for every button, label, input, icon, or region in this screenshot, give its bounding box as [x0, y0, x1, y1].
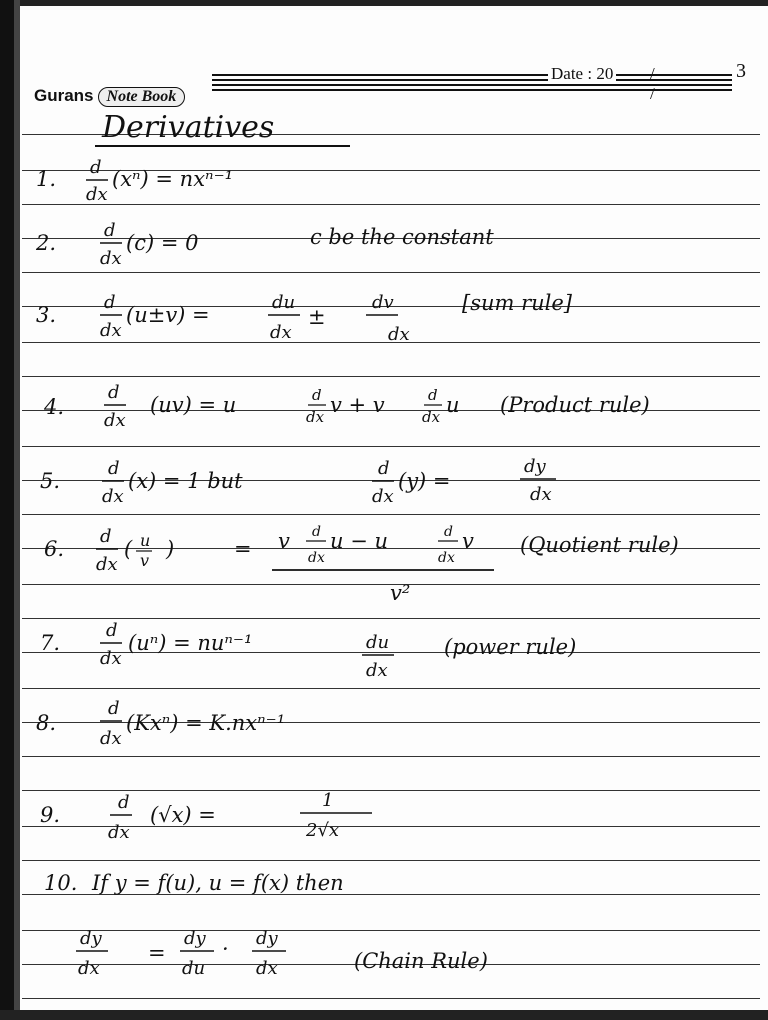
- svg-text:dx: dx: [438, 550, 455, 566]
- svg-text:dx: dx: [104, 410, 126, 431]
- svg-text:d: d: [428, 386, 438, 404]
- svg-text:dx: dx: [100, 648, 122, 669]
- svg-text:d: d: [106, 620, 118, 641]
- equation-1: [36, 157, 233, 205]
- svg-text:u − u: u − u: [330, 529, 388, 553]
- equation-5: [40, 456, 556, 507]
- svg-text:d: d: [90, 157, 102, 178]
- item-number: 5.: [40, 469, 61, 493]
- note-quotient-rule: (Quotient rule): [520, 533, 679, 557]
- svg-text:v: v: [140, 551, 150, 570]
- svg-text:(y) =: (y) =: [398, 469, 451, 493]
- note-product-rule: (Product rule): [500, 393, 650, 417]
- svg-text:dx: dx: [308, 550, 325, 566]
- date-label: Date : 20: [548, 64, 616, 84]
- item-number: 10.: [44, 871, 78, 895]
- svg-text:u: u: [446, 393, 460, 417]
- svg-text:(√x) =: (√x) =: [150, 803, 216, 827]
- svg-text:du: du: [366, 632, 390, 653]
- svg-text:d: d: [312, 524, 321, 540]
- item-number: 3.: [36, 303, 57, 327]
- svg-text:dx: dx: [366, 660, 388, 681]
- date-slashes: / /: [650, 64, 695, 103]
- svg-text:(u±v) =: (u±v) =: [126, 303, 210, 327]
- note-chain-rule: (Chain Rule): [354, 949, 488, 973]
- svg-text:du: du: [272, 292, 296, 313]
- svg-text:2√x: 2√x: [306, 820, 340, 841]
- svg-text:dx: dx: [372, 486, 394, 507]
- svg-text:dv: dv: [372, 292, 394, 313]
- svg-text:dx: dx: [100, 248, 122, 269]
- svg-text:=: =: [148, 941, 166, 965]
- svg-text:d: d: [444, 524, 453, 540]
- svg-text:d: d: [108, 458, 120, 479]
- equation-7: [40, 620, 576, 681]
- svg-text:(: (: [124, 537, 133, 561]
- svg-text:dx: dx: [422, 408, 441, 426]
- svg-text:dy: dy: [184, 928, 206, 949]
- page-number: 3: [736, 60, 746, 82]
- page-bottom-edge: [0, 1010, 768, 1020]
- item-number: 6.: [44, 537, 65, 561]
- equation-chain-rule: [76, 928, 488, 979]
- svg-text:(c) = 0: (c) = 0: [126, 231, 199, 255]
- svg-text:d: d: [100, 526, 112, 547]
- brand-name: Gurans: [34, 86, 94, 105]
- svg-text:d: d: [118, 792, 130, 813]
- item-number: 4.: [44, 395, 65, 419]
- svg-text:dy: dy: [524, 456, 546, 477]
- svg-text:(Kxⁿ) = K.nxⁿ⁻¹: (Kxⁿ) = K.nxⁿ⁻¹: [126, 711, 286, 735]
- svg-text:v + v: v + v: [330, 393, 385, 417]
- svg-text:·: ·: [222, 937, 229, 961]
- item-number: 7.: [40, 631, 61, 655]
- svg-text:dx: dx: [78, 958, 100, 979]
- svg-text:(x) = 1 but: (x) = 1 but: [128, 469, 243, 493]
- svg-text:v²: v²: [390, 581, 411, 605]
- svg-text:dy: dy: [256, 928, 278, 949]
- svg-text:dx: dx: [388, 324, 410, 345]
- svg-text:(uⁿ) = nuⁿ⁻¹: (uⁿ) = nuⁿ⁻¹: [128, 631, 253, 655]
- svg-text:dx: dx: [270, 322, 292, 343]
- svg-text:): ): [166, 537, 175, 561]
- svg-text:d: d: [104, 292, 116, 313]
- svg-text:d: d: [108, 698, 120, 719]
- svg-text:dx: dx: [530, 484, 552, 505]
- equation-4: [43, 382, 650, 431]
- svg-text:d: d: [104, 220, 116, 241]
- equation-3: [36, 291, 573, 345]
- equation-10: [44, 871, 344, 895]
- svg-text:dx: dx: [102, 486, 124, 507]
- svg-text:u: u: [140, 531, 151, 550]
- note-power-rule: (power rule): [444, 635, 577, 659]
- svg-text:dx: dx: [108, 822, 130, 843]
- svg-text:dx: dx: [100, 728, 122, 749]
- svg-text:1: 1: [322, 790, 334, 811]
- brand-badge: Note Book: [98, 87, 186, 107]
- svg-text:d: d: [378, 458, 390, 479]
- svg-text:dx: dx: [86, 184, 108, 205]
- svg-text:dx: dx: [306, 408, 325, 426]
- svg-text:v: v: [278, 529, 290, 553]
- svg-text:(uv) = u: (uv) = u: [150, 393, 237, 417]
- svg-text:v: v: [462, 529, 474, 553]
- svg-text:±: ±: [308, 305, 326, 329]
- equation-6: [44, 524, 679, 605]
- svg-text:d: d: [312, 386, 322, 404]
- item-number: 1.: [36, 167, 57, 191]
- svg-text:du: du: [182, 958, 206, 979]
- item-number: 9.: [40, 803, 61, 827]
- note-sum-rule: [sum rule]: [462, 291, 572, 315]
- note-constant: c be the constant: [310, 225, 494, 249]
- svg-text:dx: dx: [256, 958, 278, 979]
- item-number: 2.: [36, 231, 57, 255]
- svg-text:(xⁿ) = nxⁿ⁻¹: (xⁿ) = nxⁿ⁻¹: [112, 167, 234, 191]
- svg-text:dx: dx: [96, 554, 118, 575]
- equation-8: [36, 698, 285, 749]
- item-number: 8.: [36, 711, 57, 735]
- equation-9: [40, 790, 372, 843]
- svg-text:=: =: [234, 537, 252, 561]
- equation-2: [35, 220, 494, 269]
- svg-text:dx: dx: [100, 320, 122, 341]
- svg-text:d: d: [108, 382, 120, 403]
- svg-text:dy: dy: [80, 928, 102, 949]
- page-title: Derivatives: [102, 110, 275, 145]
- equation-10-text: If y = f(u), u = f(x) then: [92, 871, 344, 895]
